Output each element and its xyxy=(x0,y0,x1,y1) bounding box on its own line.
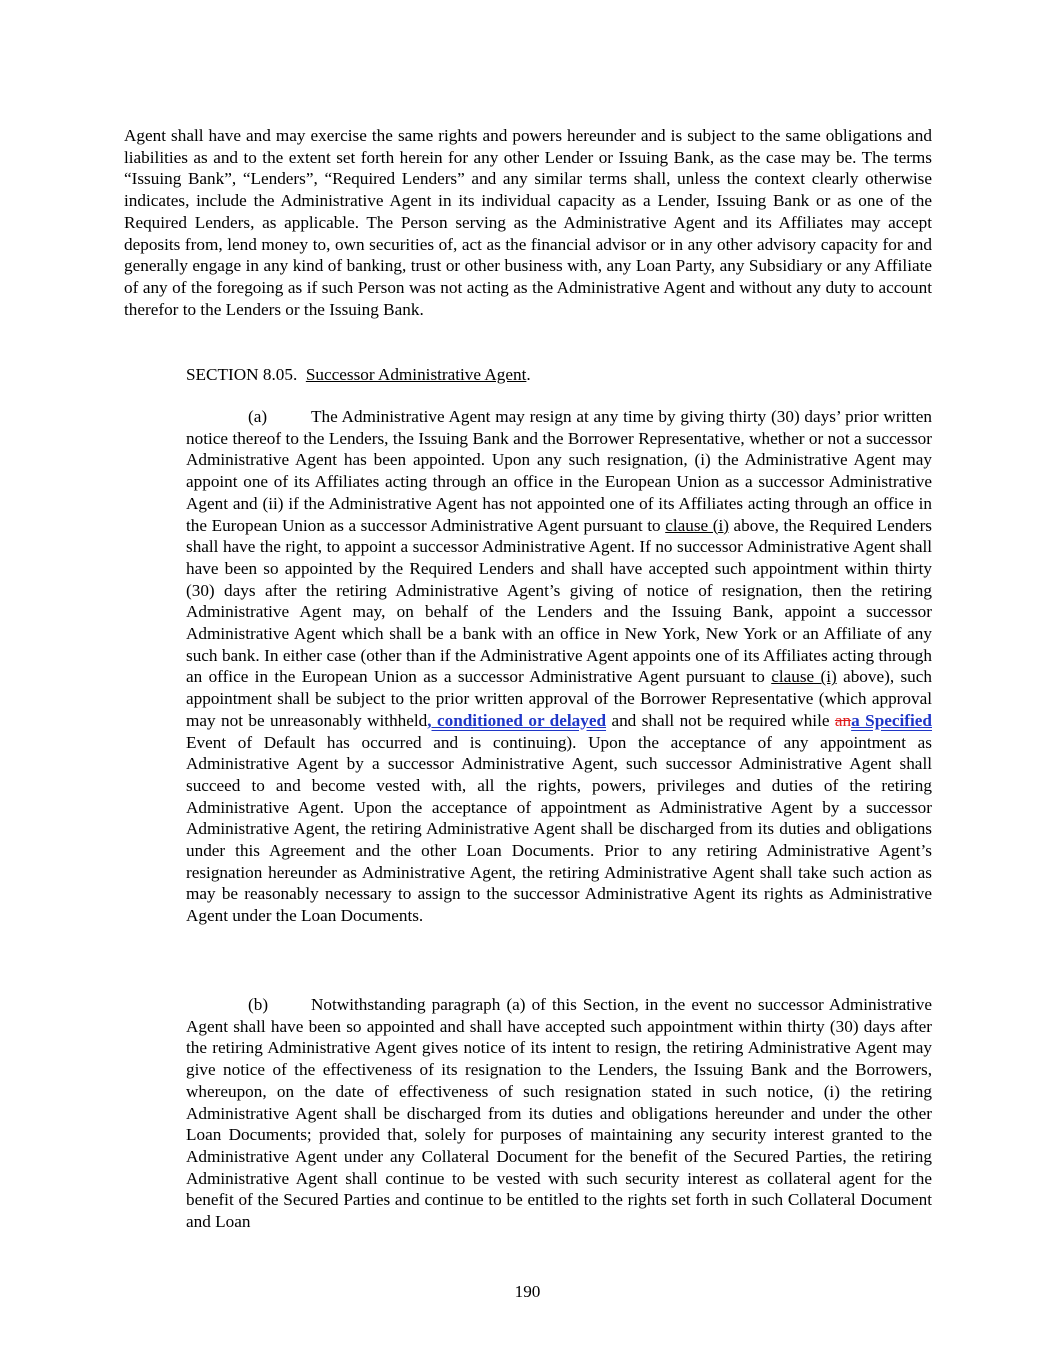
section-number: SECTION 8.05. xyxy=(186,365,298,384)
inserted-text: a Specified xyxy=(851,710,932,730)
intro-paragraph: Agent shall have and may exercise the same rights and powers hereunder and is subject to the same obligations and liabilities as and to the extent set forth herein for any other Lender or Issuing Bank, as the case may be. The terms “Issuing Bank”, “Lenders”, “Required Lenders” and any similar terms shall, unless the context clearly otherwise indicates, include the Administrative Agent in its individual capacity as a Lender, Issuing Bank or as one of the Required Lenders, as applicable. The Person serving as the Administrative Agent and its Affiliates may accept deposits from, lend money to, own securities of, act as the financial advisor or in any other advisory capacity for and generally engage in any kind of banking, trust or other business with, any Loan Party, any Subsidiary or any Affiliate of any of the foregoing as if such Person was not acting as the Administrative Agent and without any duty to account therefor to the Lenders or the Issuing Bank. xyxy=(124,126,932,319)
paragraph-a-text-4: and shall not be required while xyxy=(606,710,835,730)
paragraph-a-text-2: above, the Required Lenders shall have the right, to appoint a successor Administrative Agent. If no successor Administrative Agent shall have been so appointed by the Required Lenders and shall have accepted such appointment within thirty (30) days after the retiring Administrative Agent’s giving of notice of resignation, then the retiring Administrative Agent may, on behalf of the Lenders and the Issuing Bank, appoint a successor Administrative Agent which shall be a bank with an office in New York, New York or an Affiliate of any such bank. In either case (other than if the Administrative Agent appoints one of its Affiliates acting through an office in the European Union as a successor Administrative Agent pursuant to xyxy=(186,515,932,687)
paragraph-a xyxy=(186,406,932,927)
paragraph-a-label: (a) xyxy=(248,407,268,426)
clause-reference: clause (i) xyxy=(665,515,729,535)
paragraph-a-text-3: above), such appointment shall be subject to the prior written approval of the Borrower Representative (which approval may not be unreasonably withheld xyxy=(186,667,932,730)
section-heading xyxy=(186,364,932,386)
clause-reference: clause (i) xyxy=(771,667,837,687)
paragraph-a-text-5: Event of Default has occurred and is continuing). Upon the acceptance of any appointment as Administrative Agent by a successor Administrative Agent, such successor Administrative Agent shall succeed to and become vested with, all the rights, powers, privileges and duties of the retiring Administrative Agent. Upon the acceptance of appointment as Administrative Agent by a successor Administrative Agent, the retiring Administrative Agent shall be discharged from its duties and obligations under this Agreement and the other Loan Documents. Prior to any retiring Administrative Agent’s resignation hereunder as Administrative Agent, the retiring Administrative Agent shall take such action as may be reasonably necessary to assign to the successor Administrative Agent its rights as Administrative Agent under the Loan Documents. xyxy=(186,732,932,926)
page-number: 190 xyxy=(514,1282,541,1301)
paragraph-a-text-1: The Administrative Agent may resign at any time by giving thirty (30) days’ prior written notice thereof to the Lenders, the Issuing Bank and the Borrower Representative, whether or not a successor Administrative Agent has been appointed. Upon any such resignation, (i) the Administrative Agent may appoint one of its Affiliates acting through an office in the European Union as a successor Administrative Agent and (ii) if the Administrative Agent has not appointed one of its Affiliates acting through an office in the European Union as a successor Administrative Agent pursuant to xyxy=(186,407,932,535)
paragraph-b-text: Notwithstanding paragraph (a) of this Section, in the event no successor Administrative Agent shall have been so appointed and shall have accepted such appointment within thirty (30) days after the retiring Administrative Agent gives notice of its intent to resign, the retiring Administrative Agent may give notice of the effectiveness of its resignation to the Lenders, the Issuing Bank and the Borrowers, whereupon, on the date of effectiveness of such resignation stated in such notice, (i) the retiring Administrative Agent shall be discharged from its duties and obligations hereunder and under the other Loan Documents; provided that, solely for purposes of maintaining any security interest granted to the Administrative Agent under any Collateral Document for the benefit of the Secured Parties, the retiring Administrative Agent shall continue to be vested with such security interest as collateral agent for the benefit of the Secured Parties and continue to be entitled to the rights set forth in such Collateral Document and Loan xyxy=(186,995,932,1232)
paragraph-b xyxy=(186,994,932,1233)
deleted-text: an xyxy=(834,710,852,730)
section-title: Successor Administrative Agent xyxy=(305,365,527,384)
paragraph-b-label: (b) xyxy=(248,995,269,1014)
section-title-period: . xyxy=(526,365,531,384)
inserted-text: , conditioned or delayed xyxy=(427,710,607,730)
